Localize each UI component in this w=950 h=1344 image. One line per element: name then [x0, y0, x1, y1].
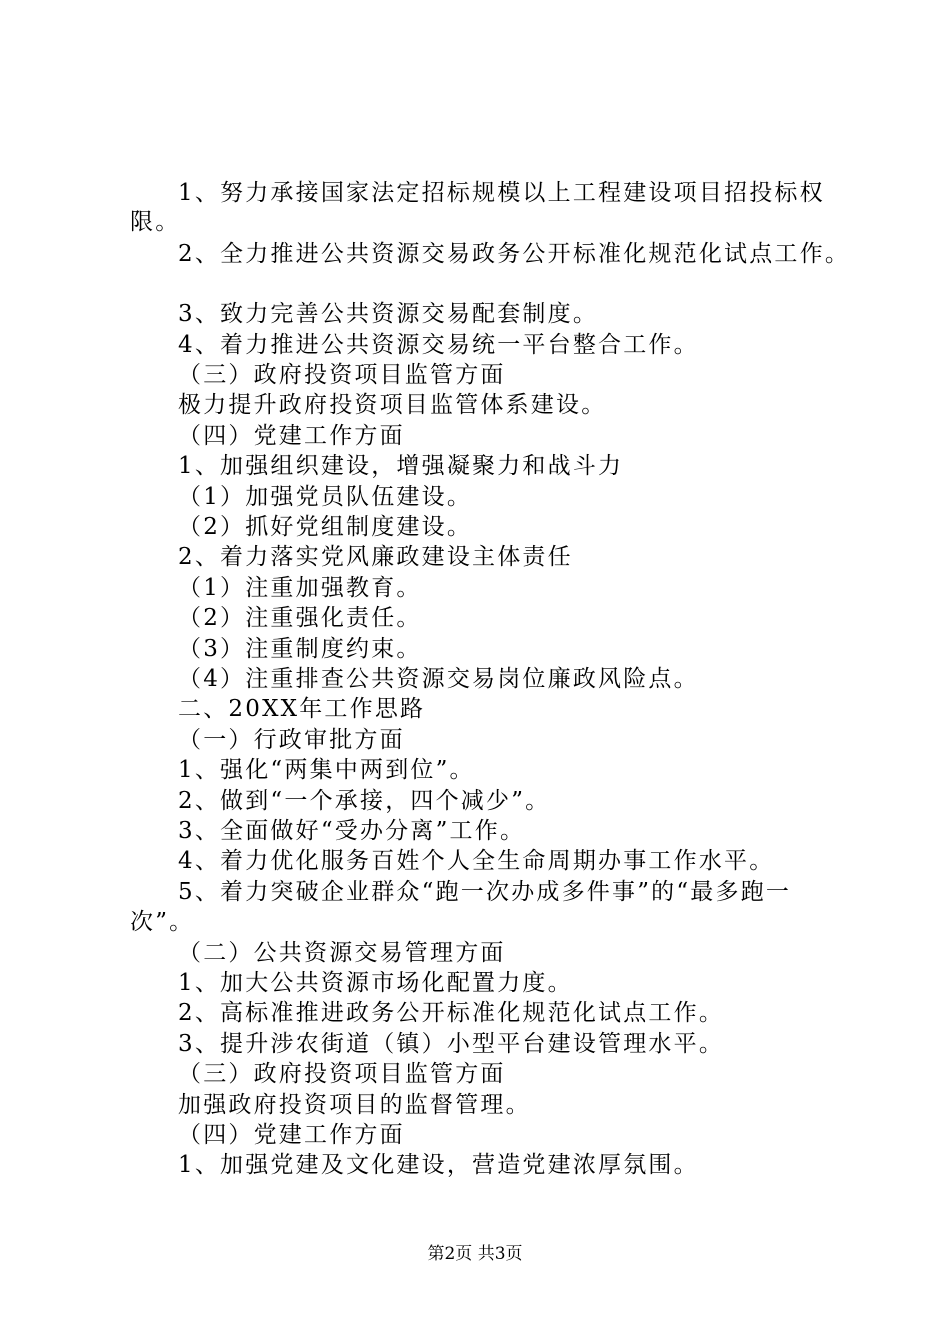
- text-line: （2）抓好党组制度建设。: [178, 514, 473, 540]
- text-line: 1、加强组织建设，增强凝聚力和战斗力: [178, 453, 624, 479]
- text-line: 1、加强党建及文化建设，营造党建浓厚氛围。: [178, 1152, 699, 1178]
- text-line: 1、强化“两集中两到位”。: [178, 757, 475, 783]
- section-heading: （四）党建工作方面: [178, 423, 405, 449]
- text-line: 次”。: [130, 909, 195, 935]
- text-line: 1、加大公共资源市场化配置力度。: [178, 970, 573, 996]
- section-heading: （三）政府投资项目监管方面: [178, 362, 506, 388]
- text-line: 2、做到“一个承接，四个减少”。: [178, 788, 551, 814]
- text-line: （4）注重排查公共资源交易岗位廉政风险点。: [178, 666, 699, 692]
- text-line: 4、着力推进公共资源交易统一平台整合工作。: [178, 332, 699, 358]
- section-heading: （一）行政审批方面: [178, 727, 405, 753]
- text-line: 1、努力承接国家法定招标规模以上工程建设项目招投标权: [178, 180, 825, 206]
- page-number-footer: 第2页 共3页: [427, 1244, 523, 1264]
- text-line: 5、着力突破企业群众“跑一次办成多件事”的“最多跑一: [178, 879, 792, 905]
- section-heading: （三）政府投资项目监管方面: [178, 1061, 506, 1087]
- text-line: （1）注重加强教育。: [178, 575, 422, 601]
- text-line: 3、全面做好“受办分离”工作。: [178, 818, 526, 844]
- text-line: 3、致力完善公共资源交易配套制度。: [178, 301, 599, 327]
- text-line: 2、全力推进公共资源交易政务公开标准化规范化试点工作。: [178, 241, 851, 267]
- text-line: 加强政府投资项目的监督管理。: [178, 1092, 531, 1118]
- text-line: 极力提升政府投资项目监管体系建设。: [178, 392, 607, 418]
- text-line: （1）加强党员队伍建设。: [178, 484, 473, 510]
- text-line: 4、着力优化服务百姓个人全生命周期办事工作水平。: [178, 848, 775, 874]
- text-line: 2、着力落实党风廉政建设主体责任: [178, 544, 573, 570]
- section-heading: 二、20XX年工作思路: [178, 696, 426, 722]
- section-heading: （四）党建工作方面: [178, 1122, 405, 1148]
- text-line: 3、提升涉农街道（镇）小型平台建设管理水平。: [178, 1031, 725, 1057]
- text-line: 2、高标准推进政务公开标准化规范化试点工作。: [178, 1000, 725, 1026]
- text-line: （2）注重强化责任。: [178, 605, 422, 631]
- text-line: （3）注重制度约束。: [178, 636, 422, 662]
- section-heading: （二）公共资源交易管理方面: [178, 940, 506, 966]
- text-line: 限。: [130, 209, 181, 235]
